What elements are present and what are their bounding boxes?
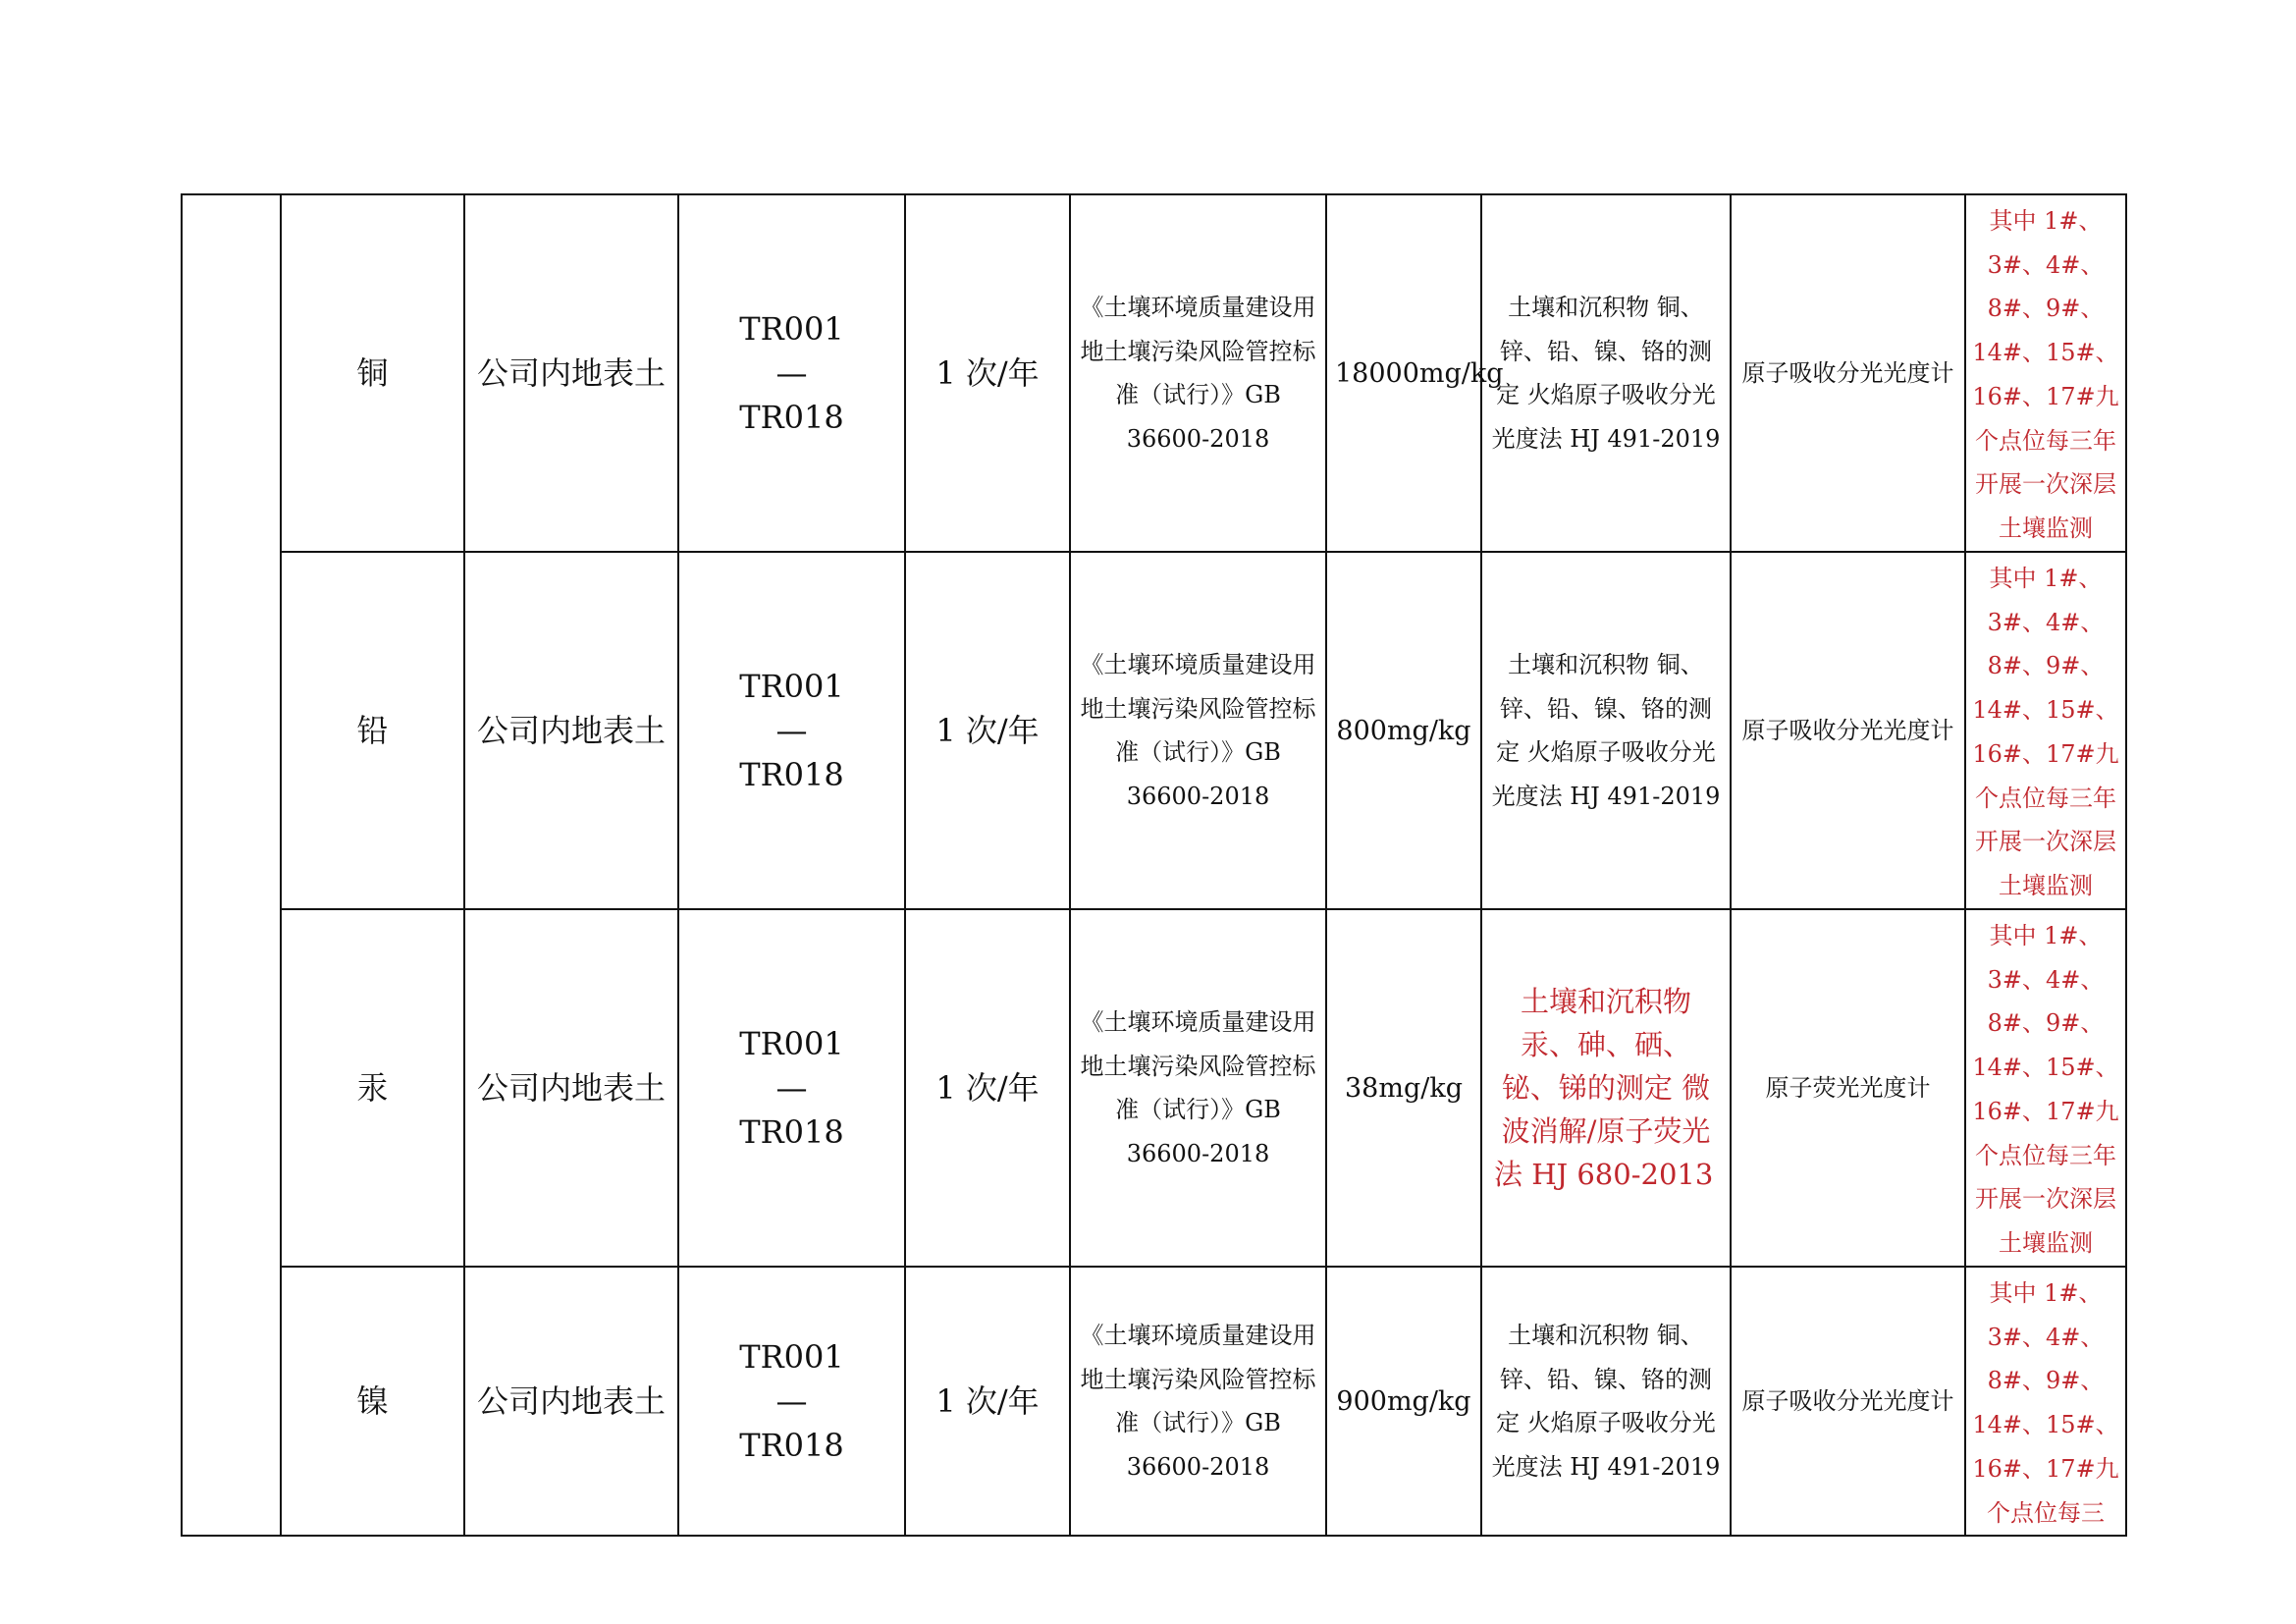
note-cell: 其中 1#、3#、4#、8#、9#、14#、15#、16#、17#九个点位每三年开展一次深层土壤监测: [1965, 194, 2126, 552]
point-dash: —: [775, 353, 808, 392]
standard-cell: 《土壤环境质量建设用地土壤污染风险管控标准（试行）》GB 36600-2018: [1070, 552, 1326, 909]
note-cell: 其中 1#、3#、4#、8#、9#、14#、15#、16#、17#九个点位每三年开展一次深层土壤监测: [1965, 909, 2126, 1267]
category-cell: [182, 194, 281, 1536]
location-cell: 公司内地表土: [464, 552, 678, 909]
instrument-cell: 原子吸收分光光度计: [1731, 1267, 1965, 1536]
note-cell: 其中 1#、3#、4#、8#、9#、14#、15#、16#、17#九个点位每三: [1965, 1267, 2126, 1536]
point-start: TR001: [739, 1024, 844, 1062]
point-end: TR018: [739, 1112, 844, 1151]
frequency-cell: 1 次/年: [905, 194, 1070, 552]
point-start: TR001: [739, 667, 844, 705]
point-start: TR001: [739, 309, 844, 348]
method-cell: 土壤和沉积物 汞、砷、硒、铋、锑的测定 微波消解/原子荧光法 HJ 680-2013: [1481, 909, 1731, 1267]
table-row: [182, 1267, 2126, 1536]
standard-cell: 《土壤环境质量建设用地土壤污染风险管控标准（试行）》GB 36600-2018: [1070, 1267, 1326, 1536]
table-row: [182, 909, 2126, 1267]
location-cell: 公司内地表土: [464, 1267, 678, 1536]
frequency-cell: 1 次/年: [905, 552, 1070, 909]
table-row: [182, 552, 2126, 909]
point-dash: —: [775, 711, 808, 749]
standard-cell: 《土壤环境质量建设用地土壤污染风险管控标准（试行）》GB 36600-2018: [1070, 194, 1326, 552]
limit-cell: 900mg/kg: [1326, 1267, 1481, 1536]
limit-cell: 38mg/kg: [1326, 909, 1481, 1267]
limit-cell: 800mg/kg: [1326, 552, 1481, 909]
instrument-cell: 原子吸收分光光度计: [1731, 194, 1965, 552]
method-cell: 土壤和沉积物 铜、锌、铅、镍、铬的测定 火焰原子吸收分光光度法 HJ 491-2019: [1481, 194, 1731, 552]
point-start: TR001: [739, 1337, 844, 1376]
point-end: TR018: [739, 1426, 844, 1464]
point-cell: [678, 552, 905, 909]
point-dash: —: [775, 1381, 808, 1420]
monitoring-table: [181, 193, 2127, 1537]
frequency-cell: 1 次/年: [905, 909, 1070, 1267]
location-cell: 公司内地表土: [464, 909, 678, 1267]
point-end: TR018: [739, 398, 844, 436]
point-cell: [678, 194, 905, 552]
pollutant-cell: 汞: [281, 909, 464, 1267]
point-dash: —: [775, 1068, 808, 1107]
pollutant-cell: 镍: [281, 1267, 464, 1536]
table-row: [182, 194, 2126, 552]
frequency-cell: 1 次/年: [905, 1267, 1070, 1536]
point-end: TR018: [739, 755, 844, 793]
limit-cell: 18000mg/kg: [1326, 194, 1481, 552]
instrument-cell: 原子吸收分光光度计: [1731, 552, 1965, 909]
point-cell: [678, 1267, 905, 1536]
location-cell: 公司内地表土: [464, 194, 678, 552]
pollutant-cell: 铅: [281, 552, 464, 909]
method-cell: 土壤和沉积物 铜、锌、铅、镍、铬的测定 火焰原子吸收分光光度法 HJ 491-2019: [1481, 552, 1731, 909]
instrument-cell: 原子荧光光度计: [1731, 909, 1965, 1267]
standard-cell: 《土壤环境质量建设用地土壤污染风险管控标准（试行）》GB 36600-2018: [1070, 909, 1326, 1267]
note-cell: 其中 1#、3#、4#、8#、9#、14#、15#、16#、17#九个点位每三年开展一次深层土壤监测: [1965, 552, 2126, 909]
method-cell: 土壤和沉积物 铜、锌、铅、镍、铬的测定 火焰原子吸收分光光度法 HJ 491-2019: [1481, 1267, 1731, 1536]
point-cell: [678, 909, 905, 1267]
pollutant-cell: 铜: [281, 194, 464, 552]
